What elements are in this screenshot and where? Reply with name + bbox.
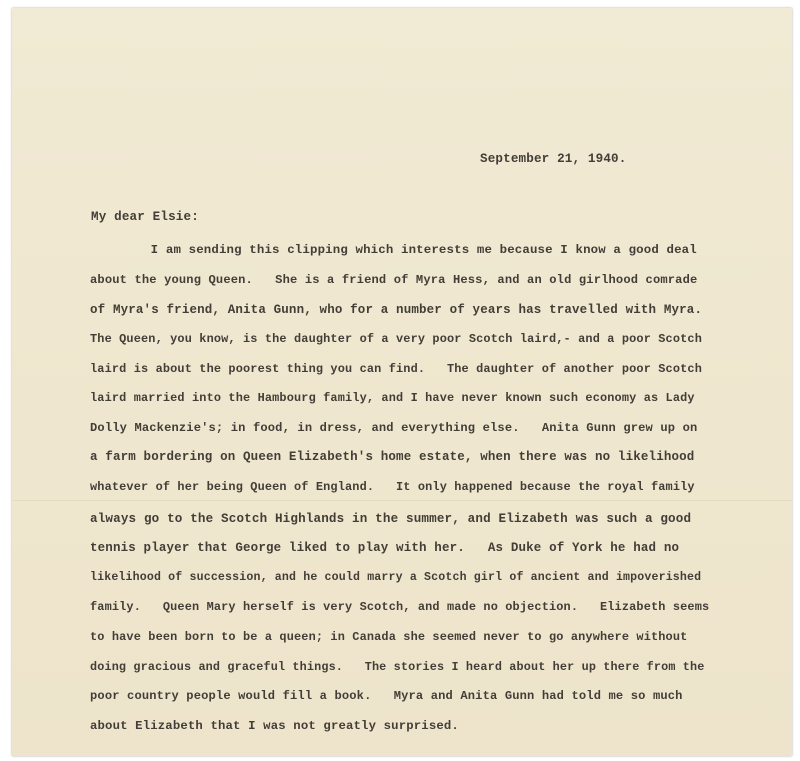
- body-line: I am sending this clipping which interests me because I know a good deal: [90, 243, 697, 257]
- body-line: family. Queen Mary herself is very Scotch, and made no objection. Elizabeth seems: [90, 600, 710, 614]
- letter-page: [12, 8, 792, 756]
- body-line: poor country people would fill a book. Myra and Anita Gunn had told me so much: [90, 689, 683, 703]
- body-line: doing gracious and graceful things. The stories I heard about her up there from the: [90, 660, 705, 674]
- body-line: whatever of her being Queen of England. It only happened because the royal family: [90, 480, 695, 494]
- letter-date: September 21, 1940.: [480, 152, 627, 166]
- body-line: about the young Queen. She is a friend of Myra Hess, and an old girlhood comrade: [90, 273, 698, 287]
- body-line: tennis player that George liked to play with her. As Duke of York he had no: [90, 541, 680, 555]
- body-line: of Myra's friend, Anita Gunn, who for a number of years has travelled with Myra.: [90, 303, 703, 317]
- body-line: likelihood of succession, and he could marry a Scotch girl of ancient and impoverished: [90, 571, 702, 584]
- salutation: My dear Elsie:: [91, 210, 199, 224]
- body-line: laird married into the Hambourg family, and I have never known such economy as Lady: [90, 391, 695, 405]
- body-line: always go to the Scotch Highlands in the summer, and Elizabeth was such a good: [90, 512, 692, 526]
- body-line: about Elizabeth that I was not greatly surprised.: [90, 719, 459, 733]
- body-line: laird is about the poorest thing you can find. The daughter of another poor Scotch: [90, 362, 702, 376]
- body-line: a farm bordering on Queen Elizabeth's home estate, when there was no likelihood: [90, 450, 695, 464]
- body-line: Dolly Mackenzie's; in food, in dress, and everything else. Anita Gunn grew up on: [90, 421, 698, 435]
- body-line: to have been born to be a queen; in Canada she seemed never to go anywhere without: [90, 630, 688, 644]
- body-line: The Queen, you know, is the daughter of a very poor Scotch laird,- and a poor Scotch: [90, 332, 702, 346]
